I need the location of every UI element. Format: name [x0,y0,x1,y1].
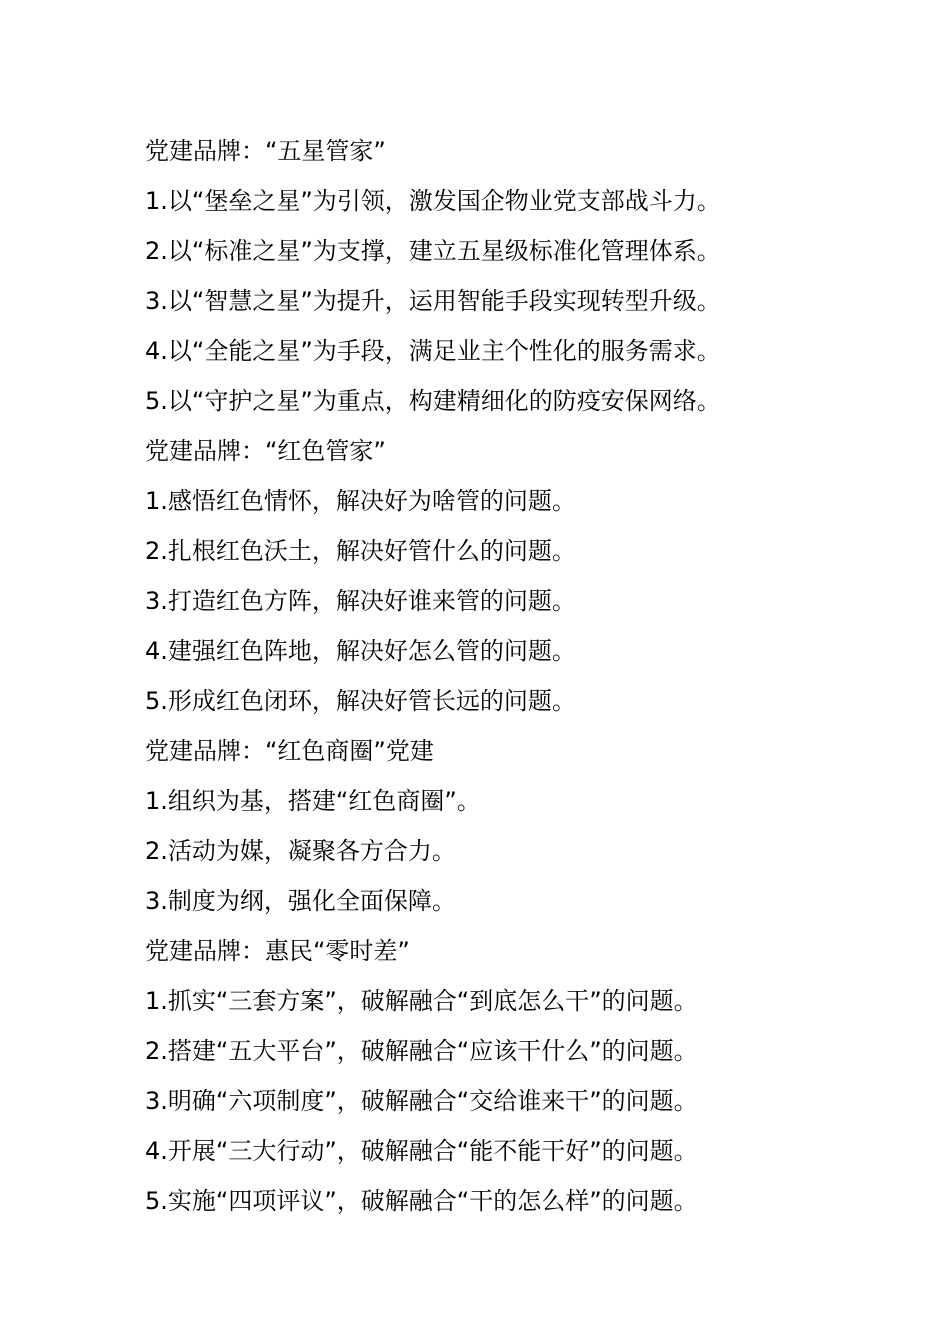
brand-heading-hongse-shangquan: 党建品牌：“红色商圈”党建 [145,737,434,765]
list-item: 2.活动为媒，凝聚各方合力。 [145,837,456,865]
brand-heading-huimin: 党建品牌：惠民“零时差” [145,937,410,965]
list-item: 4.开展“三大行动”，破解融合“能不能干好”的问题。 [145,1137,698,1165]
list-item: 3.打造红色方阵，解决好谁来管的问题。 [145,587,576,615]
list-item: 5.实施“四项评议”，破解融合“干的怎么样”的问题。 [145,1187,698,1215]
list-item: 5.以“守护之星”为重点，构建精细化的防疫安保网络。 [145,387,721,415]
list-item: 1.组织为基，搭建“红色商圈”。 [145,787,481,815]
brand-heading-hongse-guanjia: 党建品牌：“红色管家” [145,437,386,465]
list-item: 5.形成红色闭环，解决好管长远的问题。 [145,687,576,715]
list-item: 1.抓实“三套方案”，破解融合“到底怎么干”的问题。 [145,987,698,1015]
list-item: 1.感悟红色情怀，解决好为啥管的问题。 [145,487,576,515]
document-body [145,126,805,1226]
list-item: 2.搭建“五大平台”，破解融合“应该干什么”的问题。 [145,1037,698,1065]
list-item: 3.明确“六项制度”，破解融合“交给谁来干”的问题。 [145,1087,698,1115]
list-item: 2.以“标准之星”为支撑，建立五星级标准化管理体系。 [145,237,721,265]
list-item: 2.扎根红色沃土，解决好管什么的问题。 [145,537,576,565]
list-item: 1.以“堡垒之星”为引领，激发国企物业党支部战斗力。 [145,187,721,215]
list-item: 4.建强红色阵地，解决好怎么管的问题。 [145,637,576,665]
brand-heading-wuxing: 党建品牌：“五星管家” [145,137,386,165]
list-item: 3.制度为纲，强化全面保障。 [145,887,456,915]
list-item: 3.以“智慧之星”为提升，运用智能手段实现转型升级。 [145,287,721,315]
list-item: 4.以“全能之星”为手段，满足业主个性化的服务需求。 [145,337,721,365]
